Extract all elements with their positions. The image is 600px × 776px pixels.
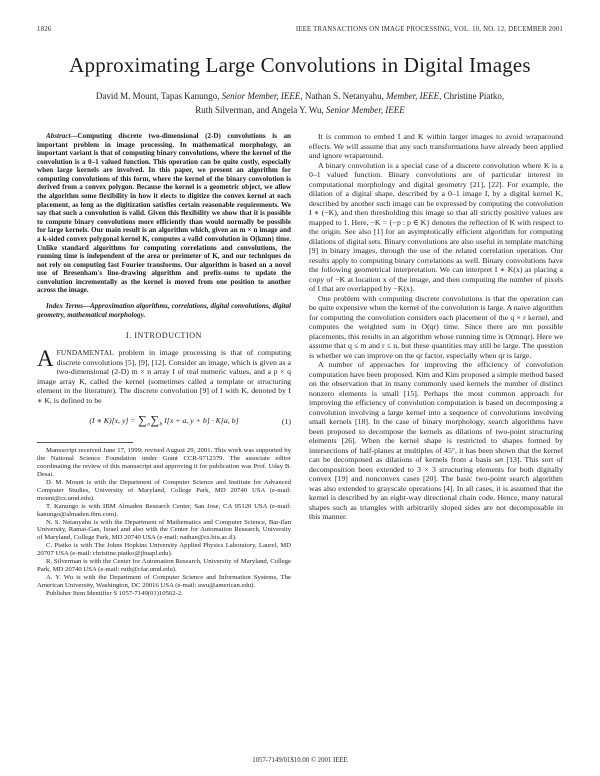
section-heading: I. INTRODUCTION: [125, 331, 203, 341]
intro-text: problem in image processing is that of computing discrete convolutions [5], [9], [12]. Consider an image, which is given as a two-dimensional (2-D) m × n array I of real numeric values, and a p × q image array K, called the kernel (sometimes called a template or structuring element in the literature). The discrete convolution [9] of I with K, denoted by I ∗ K, is defined to be: [37, 347, 291, 405]
body-paragraph: A binary convolution is a special case of a discrete convolution where K is a 0–1 valued function. Binary convolutions are of particular interest in computational morphology and digital geometry [21], [22]. For example, the dilation of a digital shape, described by a 0–1 image I, by a digital kernel K, described by another such image can be expressed by computing the convolution I ∗ (−K), and then thresholding this image so that all strictly positive values are mapped to 1. Here, −K = {−p : p ∈ K} denotes the reflection of K with respect to the origin. See also [1] for an asymptotically efficient algorithm for computing dilations of digital sets. Binary convolutions are also useful in template matching [9] in binary images, through the use of the related correlation operation. Our results apply to computing binary correlations as well. Binary convolutions have the following geometrical interpretation. We can interpret I ∗ K(x) as placing a copy of −K at location x of the image, and then computing the number of pixels of I that are overlapped by −K(x).: [309, 160, 563, 293]
body-paragraph: It is common to embed I and K within larger images to avoid wraparound effects. We will assume that any such transformations have already been applied and ignore wraparound.: [309, 132, 563, 160]
equation-number: (1): [281, 417, 291, 427]
paper-title: Approximating Large Convolutions in Digital Images: [69, 53, 531, 77]
footnote-author-affiliation: A. Y. Wu is with the Department of Computer Science and Information Systems, The American University, Washington, DC 20016 USA (e-mail: awu@american.edu).: [37, 573, 291, 589]
authors-line-1: [37, 90, 563, 104]
index-terms-text: Approximation algorithms, correlations, digital convolutions, digital geometry, mathematical morphology.: [37, 301, 291, 319]
abstract-text: Computing discrete two-dimensional (2-D) convolutions is an important problem in image processing. In mathematical morphology, an important variant is that of computing binary convolutions, where the kernel of the convolution is a 0–1 valued function. This operation can be quite costly, especially when large kernels are involved. In this paper, we present an algorithm for computing convolutions of this form, where the kernel of the binary convolution is derived from a convex polygon. Because the kernel is a geometric object, we allow the algorithm some flexibility in how it elects to digitize the convex kernel at each placement, as long as the digitization satisfies certain reasonable requirements. We say that such a convolution is valid. Given this flexibility we show that it is possible to compute binary convolutions more efficiently than would normally be possible for large kernels. Our main result is an algorithm which, given an m × n image and a k-sided convex polygonal kernel K, computes a valid convolution in O(kmn) time. Unlike standard algorithms for computing correlations and convolutions, the running time is independent of the area or perimeter of K, and our techniques do not rely on computing fast Fourier transforms. Our algorithm is based on a novel use of Bresenham's line-drawing algorithm and prefix-sums to update the convolution incrementally as the kernel is moved from one position to another across the image.: [37, 132, 291, 295]
footnote-author-affiliation: N. S. Netanyahu is with the Department of Mathematics and Computer Science, Bar-Ilan University, Ramat-Gan, Israel and also with the Center for Automation Research, University of Maryland, College Park, MD 20740 USA (e-mail: nathan@cs.biu.ac.il).: [37, 518, 291, 542]
footnote-author-affiliation: R. Silverman is with the Center for Automation Research, University of Maryland, College Park, MD 20740 USA (e-mail: ruth@cfar.umd.edu).: [37, 558, 291, 574]
footnote-author-affiliation: D. M. Mount is with the Department of Computer Science and Institute for Advanced Computer Studies, University of Maryland, College Park, MD 20740 USA (e-mail: mount@cs.umd.edu).: [37, 479, 291, 502]
abstract: [37, 132, 291, 295]
authors-block: [37, 90, 563, 117]
index-terms-label: Index Terms—: [46, 301, 90, 310]
two-column-body: [37, 132, 563, 598]
member-designation: Senior Member, IEEE: [325, 104, 405, 115]
footnote-author-affiliation: C. Piatko is with The Johns Hopkins University Applied Physics Laboratory, Laurel, MD 20707 USA (e-mail: christine.piatko@jhuapl.edu).: [37, 542, 291, 558]
index-terms: [37, 302, 291, 319]
equation-rhs: I[x + a, y + b] · K[a, b]: [162, 416, 239, 426]
right-column: [309, 132, 563, 598]
summation-index-a: a: [147, 421, 150, 428]
left-column: [37, 132, 291, 598]
authors-line-2: [37, 104, 563, 118]
author-names: David M. Mount, Tapas Kanungo,: [95, 91, 222, 101]
body-paragraph: A number of approaches for improving the efficiency of convolution computation have been proposed. Kim and Kim proposed a simple method based on the observation that in many commonly used kernels the number of distinct nonzero elements is small [15]. Perhaps the most common approach for improving the efficiency of convolution computation is based on decomposing a convolution involving a large kernel into a sequence of convolutions involving small kernels [18]. In the case of binary morphology, search algorithms have been proposed to decompose the kernels as dilations of two-point structuring elements [26]. When the kernel shape is restricted to shapes formed by intersections of half-planes at multiples of 45°, it has been shown that the kernel can be decomposed as dilations of kernels from a basis set [13]. This sort of decomposition been extended to 3 × 3 structuring elements for both digitally convex [19] and nonconvex cases [20]. The basic two-point search algorithm was also extended to grayscale operations [4]. In all cases, it is assumed that the kernel is described by an eight-way directional chain code. Hence, many natural shapes such as triangles with arbitrarily sloped sides are not decomposable in this manner.: [309, 360, 563, 521]
footnote-rule: [37, 442, 133, 443]
body-paragraph: One problem with computing discrete convolutions is that the operation can be quite expensive when the kernel of the convolution is large. A naive algorithm for computing the convolution considers each placement of the q × r kernel, and computes the weighted sum in O(qr) time. Since there are mn possible placements, this results in an algorithm whose running time is O(mnqr). Here we assume that q ≤ m and r ≤ n, but these quantities may still be large. The question is whether we can improve on the qr factor, especially when qr is large.: [309, 293, 563, 360]
member-designation: Senior Member, IEEE: [221, 91, 301, 101]
footnote-publisher-id: Publisher Item Identifier S 1057-7149(01)10562-2.: [46, 589, 183, 597]
equation: [37, 413, 291, 428]
summation-symbol: ∑: [150, 413, 159, 428]
member-designation: Member, IEEE: [386, 91, 440, 101]
equation-lhs: (I ∗ K)[x, y] =: [89, 416, 138, 426]
footnote-manuscript: Manuscript received June 17, 1999; revised August 29, 2001. This work was supported by the National Science Foundation under Grant CCR-9712379. The associate editor coordinating the review of this manuscript and approving it for publication was Prof. Uday B. Desai.: [37, 447, 291, 479]
author-names: Ruth Silverman, and Angela Y. Wu,: [195, 104, 326, 115]
footnote-block: [37, 434, 291, 597]
page-number: 1826: [37, 26, 52, 33]
journal-title: IEEE TRANSACTIONS ON IMAGE PROCESSING, VOL. 10, NO. 12, DECEMBER 2001: [295, 26, 563, 33]
summation-symbol: ∑: [138, 413, 147, 428]
lead-word: FUNDAMENTAL: [56, 348, 115, 357]
drop-cap: A: [37, 345, 54, 371]
abstract-label: Abstract—: [46, 132, 78, 140]
running-head: [37, 26, 563, 33]
author-names: , Christine Piatko,: [439, 91, 505, 101]
footnote-author-affiliation: T. Kanungo is with IBM Almaden Research Center, San Jose, CA 95120 USA (e-mail: kanungo@almaden.ibm.com).: [37, 502, 291, 518]
copyright-line: 1057-7149/01$10.00 © 2001 IEEE: [252, 757, 348, 764]
intro-paragraph: [37, 345, 291, 405]
summation-index-b: b: [159, 421, 163, 428]
author-names: , Nathan S. Netanyahu,: [300, 91, 387, 101]
